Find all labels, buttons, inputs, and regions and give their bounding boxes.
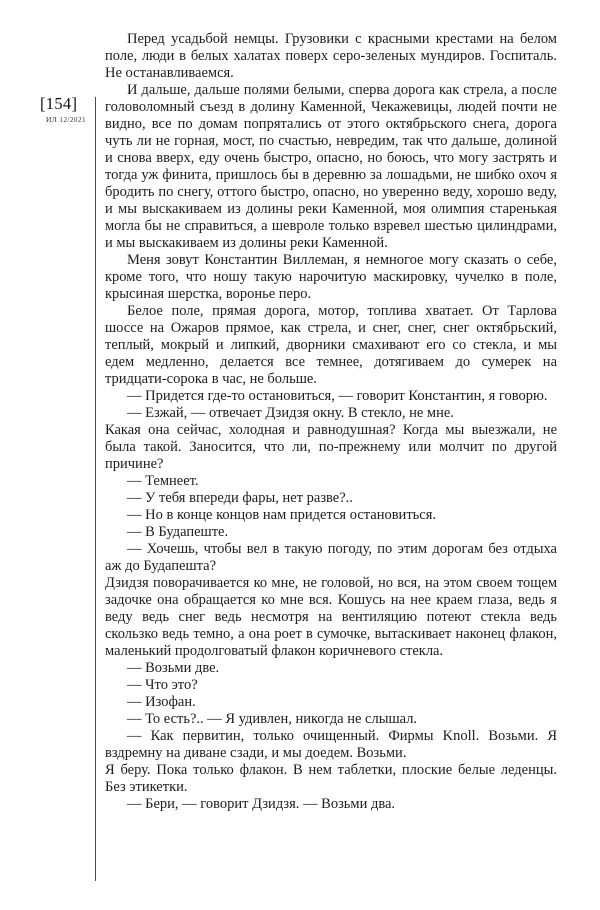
paragraph: И дальше, дальше полями белыми, сперва дорога как стрела, а после головоломный съезд в долину Каменной, Чекажевицы, людей почти не видно, все по домам попрятались от этого октябрьского снега, дорога чуть ли не горная, мост, по счастью, невредим, так что дальше, долиной и снова вверх, еду очень быстро, опасно, но боюсь, что могу застрять и тогда уж финита, пришлось бы в деревню за лошадьми, не шибко охоч я бродить по снегу, оттого быстро, опасно, но уверенно веду, хорошо веду, и мы выскакиваем из долины реки Каменной, моя олимпия старенькая могла бы не справиться, а шевроле только взревел шестью цилиндрами, и мы выскакиваем из долины реки Каменной. [105,82,557,251]
paragraph: Перед усадьбой немцы. Грузовики с красными крестами на белом поле, люди в белых халатах поверх серо-зеленых мундиров. Госпиталь. Не останавливаемся. [105,31,557,81]
margin-marker [40,94,94,124]
dialogue-line: — Бери, — говорит Дзидзя. — Возьми два. [127,796,396,812]
paragraph: Белое поле, прямая дорога, мотор, топлива хватает. От Тарлова шоссе на Ожаров прямое, как стрела, и снег, снег, снег октябрьский, теплый, мокрый и липкий, дворники смахивают его со стекла, и мы едем медленно, делается все темнее, дотягиваем до сумерек на тридцати-сорока в час, не больше. [105,303,557,387]
dialogue-line: — Изофан. [127,694,196,710]
dialogue-line: — Как первитин, только очищенный. Фирмы Knoll. Возьми. Я вздремну на диване сзади, и мы доедем. Возьми. [105,728,557,761]
journal-issue-label: ИЛ 12/2021 [46,115,86,124]
dialogue-line: — Хочешь, чтобы вел в такую погоду, по этим дорогам без отдыха аж до Будапешта? [105,541,557,574]
dialogue-line: — Возьми две. [127,660,220,676]
margin-vertical-rule [95,97,96,881]
dialogue-line: — У тебя впереди фары, нет разве?.. [127,490,353,506]
dialogue-line: — Езжай, — отвечает Дзидзя окну. В стекло, не мне. [127,405,454,421]
paragraph: Дзидзя поворачивается ко мне, не головой, но вся, на этом своем тощем задочке она обращается ко мне вся. Кошусь на нее краем глаза, ведь я веду ведь снег ведь несмотря на вентиляцию потеют стекла ведь скользко ведь темно, а она роет в сумочке, вытаскивает наконец флакон, маленький продолговатый флакон коричневого стекла. [105,575,557,659]
paragraph: Я беру. Пока только флакон. В нем таблетки, плоские белые леденцы. Без этикетки. [105,762,557,795]
page-number: [154] [40,94,78,113]
dialogue-line: — Темнеет. [127,473,199,489]
dialogue-line: — В Будапеште. [127,524,229,540]
dialogue-line: — Что это? [127,677,198,693]
dialogue-line: — Придется где-то остановиться, — говорит Константин, я говорю. [127,388,548,404]
paragraph: Какая она сейчас, холодная и равнодушная? Когда мы выезжали, не была такой. Заносится, что ли, по-прежнему или молчит по другой причине? [105,422,557,472]
dialogue-line: — Но в конце концов нам придется остановиться. [127,507,436,523]
body-text-column [105,31,557,813]
dialogue-line: — То есть?.. — Я удивлен, никогда не слышал. [127,711,418,727]
paragraph: Меня зовут Константин Виллеман, я немногое могу сказать о себе, кроме того, что ношу такую нарочитую маскировку, чучелко в поле, крысиная шерстка, воронье перо. [105,252,557,302]
